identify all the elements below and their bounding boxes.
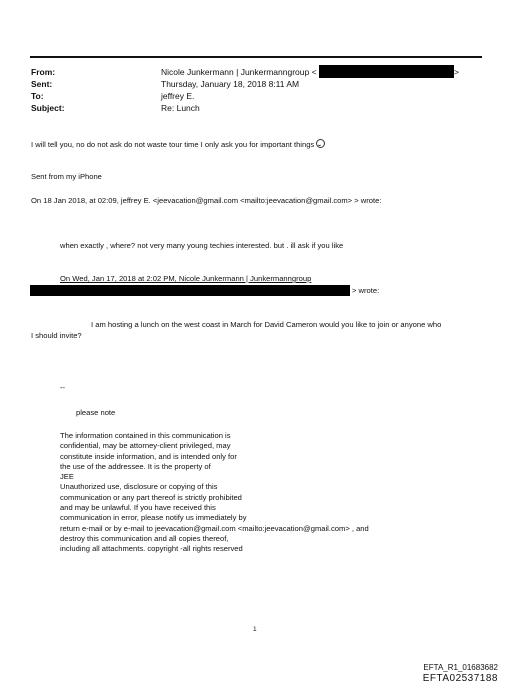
footer-id-1: EFTA_R1_01683682 — [423, 663, 498, 672]
header-rule — [30, 56, 482, 58]
to-label: To: — [31, 91, 44, 101]
disclaimer-line: including all attachments. copyright -all rights reserved — [60, 544, 243, 554]
subject-value: Re: Lunch — [161, 103, 200, 113]
quote2-header: On Wed, Jan 17, 2018 at 2:02 PM, Nicole Junkermann | Junkermanngroup — [60, 274, 312, 283]
to-value: jeffrey E. — [161, 91, 195, 101]
quote-header: On 18 Jan 2018, at 02:09, jeffrey E. <jeevacation@gmail.com <mailto:jeevacation@gmail.com> > wrote: — [31, 196, 382, 205]
disclaimer-line: communication in error, please notify us immediately by — [60, 513, 247, 523]
disclaimer — [60, 431, 369, 555]
message-line-1-text: I will tell you, no do not ask do not waste tour time I only ask you for important things — [31, 140, 315, 149]
disclaimer-line: Unauthorized use, disclosure or copying of this — [60, 482, 218, 492]
disclaimer-line: The information contained in this communication is — [60, 431, 231, 440]
quote2-wrote: > wrote: — [352, 286, 380, 295]
invite-line-2: I should invite? — [31, 331, 82, 340]
disclaimer-line: and may be unlawful. If you have received this — [60, 503, 216, 513]
sent-label: Sent: — [31, 79, 53, 89]
from-label: From: — [31, 67, 56, 77]
from-trailing: > — [454, 67, 459, 77]
page-number: 1 — [253, 626, 257, 633]
disclaimer-line: communication or any part thereof is strictly prohibited — [60, 492, 242, 502]
disclaimer-line: return e-mail or by e-mail to jeevacation@gmail.com <mailto:jeevacation@gmail.com> , and — [60, 523, 369, 533]
message-line-1 — [31, 139, 325, 149]
footer-id-2: EFTA02537188 — [422, 673, 498, 684]
disclaimer-line: JEE — [60, 472, 74, 482]
disclaimer-line: the use of the addressee. It is the property of — [60, 461, 211, 471]
please-note: please note — [76, 408, 116, 417]
reply-text: when exactly , where? not very many young techies interested. but . ill ask if you like — [60, 241, 344, 250]
signature-dashes: -- — [60, 383, 66, 392]
subject-label: Subject: — [31, 103, 65, 113]
disclaimer-line: constitute inside information, and is intended only for — [60, 451, 237, 461]
invite-line-1: I am hosting a lunch on the west coast in March for David Cameron would you like to join or anyone who — [91, 320, 442, 329]
redaction-quote2-email — [30, 285, 350, 296]
from-value: Nicole Junkermann | Junkermanngroup < — [161, 67, 317, 77]
redaction-from-email — [319, 65, 454, 78]
smiley-icon — [316, 139, 325, 148]
sent-from-signature: Sent from my iPhone — [31, 172, 102, 181]
disclaimer-line: destroy this communication and all copies thereof, — [60, 533, 229, 543]
sent-value: Thursday, January 18, 2018 8:11 AM — [161, 79, 300, 89]
disclaimer-line: confidential, may be attorney-client privileged, may — [60, 441, 231, 451]
